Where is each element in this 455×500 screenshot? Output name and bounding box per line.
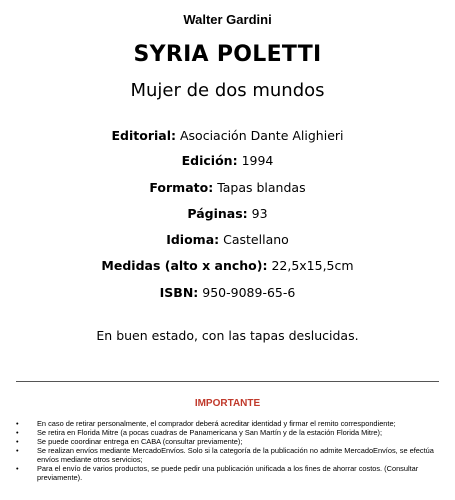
book-subtitle: Mujer de dos mundos xyxy=(130,80,325,101)
list-item-text: Se retira en Florida Mitre (a pocas cuadras de Panamericana y San Martín y de la estación Florida Mitre); xyxy=(37,428,383,437)
list-item-text: Se puede coordinar entrega en CABA (consultar previamente); xyxy=(37,437,243,446)
list-item-text: En caso de retirar personalmente, el comprador deberá acreditar identidad y firmar el remito correspondiente; xyxy=(37,419,396,428)
list-item-text: Para el envío de varios productos, se puede pedir una publicación unificada a los fines de ahorrar costos. (Consultar previamente). xyxy=(37,464,419,482)
list-item xyxy=(0,437,455,446)
list-item xyxy=(0,464,455,482)
spec-value: 1994 xyxy=(241,153,274,168)
section-divider xyxy=(16,381,439,382)
spec-label: Edición: xyxy=(181,153,238,168)
spec-value: 93 xyxy=(251,206,268,221)
spec-label: Medidas (alto x ancho): xyxy=(101,258,268,273)
important-list xyxy=(0,419,455,482)
list-item xyxy=(0,419,455,428)
bullet-icon: • xyxy=(16,428,19,437)
spec-idioma xyxy=(0,232,455,248)
list-item xyxy=(0,446,455,464)
spec-value: Asociación Dante Alighieri xyxy=(179,128,344,143)
spec-label: ISBN: xyxy=(159,285,199,300)
bullet-icon: • xyxy=(16,437,19,446)
spec-value: 950-9089-65-6 xyxy=(202,285,296,300)
spec-label: Formato: xyxy=(149,180,214,195)
spec-isbn xyxy=(0,285,455,301)
spec-value: 22,5x15,5cm xyxy=(271,258,354,273)
book-title: SYRIA POLETTI xyxy=(133,42,322,67)
condition-note: En buen estado, con las tapas deslucidas. xyxy=(96,328,359,343)
spec-value: Tapas blandas xyxy=(217,180,306,195)
spec-edicion xyxy=(0,153,455,169)
author-name: Walter Gardini xyxy=(183,12,272,27)
spec-label: Idioma: xyxy=(166,232,220,247)
important-heading: IMPORTANTE xyxy=(194,398,261,409)
bullet-icon: • xyxy=(16,446,19,455)
bullet-icon: • xyxy=(16,464,19,473)
bullet-icon: • xyxy=(16,419,19,428)
spec-value: Castellano xyxy=(223,232,289,247)
spec-paginas xyxy=(0,206,455,222)
spec-formato xyxy=(0,180,455,196)
spec-editorial xyxy=(0,128,455,144)
spec-label: Editorial: xyxy=(111,128,176,143)
spec-medidas xyxy=(0,258,455,274)
list-item xyxy=(0,428,455,437)
spec-label: Páginas: xyxy=(187,206,248,221)
list-item-text: Se realizan envíos mediante MercadoEnvíos. Solo si la categoría de la publicación no admite MercadoEnvíos, se efectúa envíos mediante otros servicios; xyxy=(37,446,434,464)
